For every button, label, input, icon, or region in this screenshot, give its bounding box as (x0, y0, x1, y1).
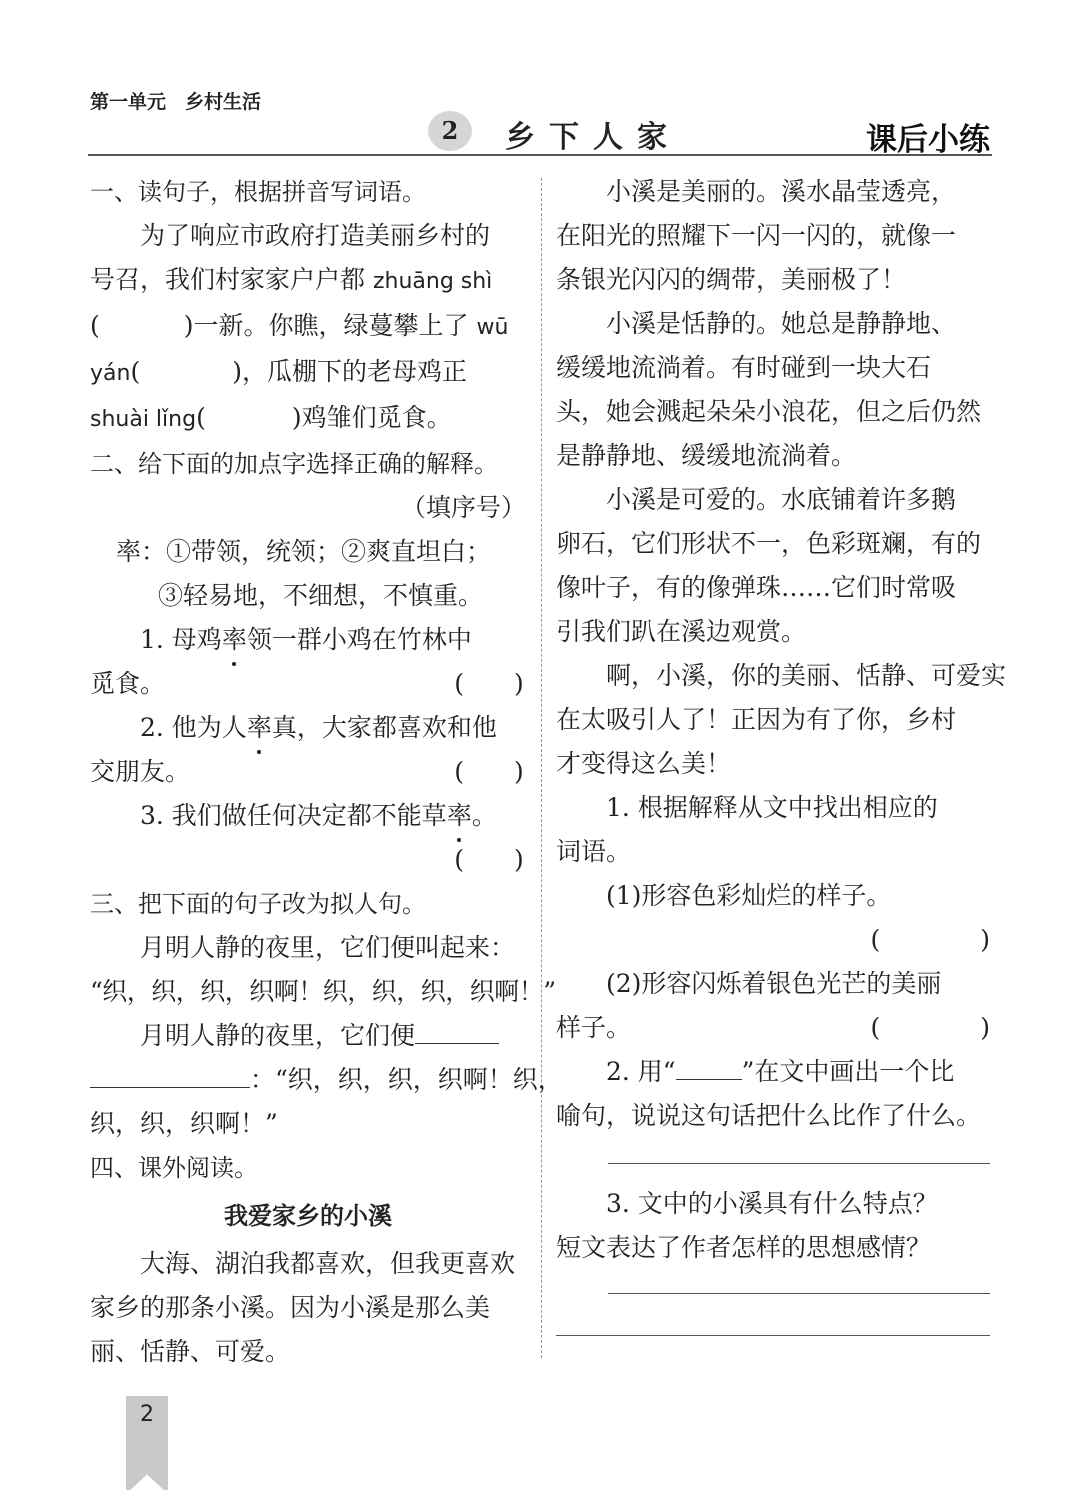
answer-paren-1[interactable]: ( ) (454, 669, 524, 698)
rq3-text: 3. 文中的小溪具有什么特点？ (606, 1189, 938, 1218)
rq1-item-1: (1)形容色彩灿烂的样子。 (606, 881, 892, 910)
story-line: 卵石，它们形状不一，色彩斑斓，有的 (556, 529, 982, 558)
q2-heading: 二、给下面的加点字选择正确的解释。 (90, 450, 498, 478)
story-line: 小溪是美丽的。溪水晶莹透亮， (606, 177, 957, 206)
q3-text-line: ：“织，织，织，织啊！织， (90, 1058, 526, 1102)
q2-sentence-1-end: 觅食。 ( ) (90, 662, 526, 706)
q1-text-line: 号召，我们村家家户户都 zhuāng shì (90, 265, 493, 294)
rq1-text: 1. 根据解释从文中找出相应的 (606, 793, 938, 822)
pinyin-shuailing: shuài lǐng (90, 407, 197, 432)
pinyin-yan: yán (90, 361, 131, 386)
story-line: 小溪是恬静的。她总是静静地、 (606, 309, 957, 338)
q1-text-line: yán( )，瓜棚下的老母鸡正 (90, 357, 467, 386)
q3-text-line: “织，织，织，织啊！织，织，织，织啊！” (90, 977, 556, 1006)
answer-paren-3[interactable]: ( ) (454, 845, 524, 874)
q2-sentence-3-end (90, 838, 526, 882)
right-column (556, 170, 1007, 1270)
story-line: 是静静地、缓缓地流淌着。 (556, 441, 857, 470)
q3-heading: 三、把下面的句子改为拟人句。 (90, 890, 426, 918)
q2-definition: ③轻易地，不细想，不慎重。 (158, 581, 484, 610)
rq1-item-2: (2)形容闪烁着银色光芒的美丽 (606, 969, 942, 998)
q3-text-line: 月明人静的夜里，它们便叫起来： (140, 933, 516, 962)
q1-heading: 一、读句子，根据拼音写词语。 (90, 178, 426, 206)
section-tag: 课后小练 (866, 122, 990, 158)
dotted-char: 率 (447, 794, 472, 838)
story-line: 家乡的那条小溪。因为小溪是那么美 (90, 1293, 491, 1322)
story-line: 条银光闪闪的绸带，美丽极了！ (556, 265, 907, 294)
q2-sentence-1: 1. 母鸡率领一群小鸡在竹林中 (90, 618, 526, 662)
answer-line-q2[interactable] (608, 1163, 990, 1164)
left-column (90, 170, 563, 1374)
story-line: 像叶子，有的像弹珠……它们时常吸 (556, 573, 957, 602)
story-line: 啊，小溪，你的美丽、恬静、可爱实 (606, 661, 1007, 690)
pinyin-zhuangshi: zhuāng shì (372, 269, 493, 294)
q1-text-line: ( )一新。你瞧，绿蔓攀上了 wū (90, 311, 509, 340)
story-line: 大海、湖泊我都喜欢，但我更喜欢 (140, 1249, 516, 1278)
q2-sentence-2-end: 交朋友。 ( ) (90, 750, 526, 794)
rq1-item-2-end: 样子。 ( ) (556, 1006, 990, 1050)
story-title: 我爱家乡的小溪 (224, 1202, 392, 1230)
rq2-text: 2. 用“ ”在文中画出一个比 (556, 1050, 990, 1094)
q2-note: （填序号） (400, 493, 526, 522)
answer-underline-2[interactable] (90, 1058, 250, 1088)
dotted-char: 率 (222, 618, 247, 662)
pinyin-wu: wū (476, 315, 509, 340)
q2-sentence-2: 2. 他为人率真，大家都喜欢和他 (90, 706, 526, 750)
q1-text-line: 为了响应市政府打造美丽乡村的 (140, 221, 491, 250)
story-line: 在太吸引人了！正因为有了你，乡村 (556, 705, 957, 734)
answer-line-q3-1[interactable] (608, 1293, 990, 1294)
underline-sample (676, 1054, 742, 1080)
q3-text-line: 月明人静的夜里，它们便 (90, 1014, 526, 1058)
rq2-spacer (556, 1138, 990, 1182)
q1-text-line: shuài lǐng( )鸡雏们觅食。 (90, 403, 452, 432)
story-line: 才变得这么美！ (556, 749, 732, 778)
answer-paren-4[interactable]: ( ) (870, 925, 990, 954)
lesson-number-badge: 2 (428, 111, 472, 151)
rq1-text: 词语。 (556, 837, 632, 866)
story-line: 缓缓地流淌着。有时碰到一块大石 (556, 353, 932, 382)
answer-underline-1[interactable] (415, 1014, 499, 1044)
q3-text-line: 织，织，织啊！” (90, 1109, 278, 1138)
unit-label: 第一单元 乡村生活 (90, 91, 262, 113)
story-line: 在阳光的照耀下一闪一闪的，就像一 (556, 221, 957, 250)
page-number: 2 (140, 1402, 154, 1427)
story-line: 丽、恬静、可爱。 (90, 1337, 291, 1366)
header-rule (88, 154, 992, 156)
q2-definition: 率：①带领，统领；②爽直坦白； (116, 537, 492, 566)
story-line: 小溪是可爱的。水底铺着许多鹅 (606, 485, 957, 514)
column-divider (541, 178, 542, 1358)
answer-paren-2[interactable]: ( ) (454, 757, 524, 786)
story-line: 头，她会溅起朵朵小浪花，但之后仍然 (556, 397, 982, 426)
lesson-title: 乡下人家 (505, 120, 681, 155)
q4-heading: 四、课外阅读。 (90, 1154, 258, 1182)
rq3-text: 短文表达了作者怎样的思想感情？ (556, 1233, 932, 1262)
story-line: 引我们趴在溪边观赏。 (556, 617, 807, 646)
q2-sentence-3: 3. 我们做任何决定都不能草率。 (90, 794, 526, 838)
answer-paren-5[interactable]: ( ) (870, 1013, 990, 1042)
rq2-text: 喻句，说说这句话把什么比作了什么。 (556, 1101, 982, 1130)
answer-line-q3-2[interactable] (556, 1335, 990, 1336)
rq1-item-1-answer (556, 918, 990, 962)
dotted-char: 率 (247, 706, 272, 750)
